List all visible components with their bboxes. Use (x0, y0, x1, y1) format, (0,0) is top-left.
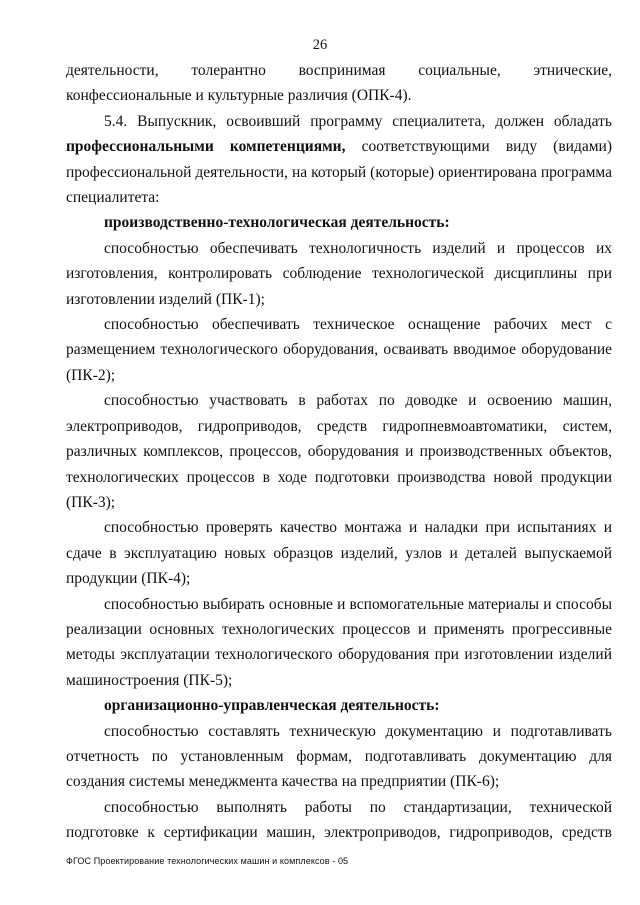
paragraph-5-4 (66, 109, 612, 211)
competency-pk4: способностью проверять качество монтажа и наладки при испытаниях и сдаче в эксплуатацию новых образцов изделий, узлов и деталей выпускаемой продукции (ПК-4); (66, 519, 612, 588)
paragraph-5-4-intro: 5.4. Выпускник, освоивший программу специалитета, должен обладать (104, 112, 612, 130)
competency-pk3: способностью участвовать в работах по доводке и освоению машин, электроприводов, гидроприводов, средств гидропневмоавтоматики, систем, различных комплексов, процессов, оборудования и производственных объектов, технологических процессов в ходе подготовки производства новой продукции (ПК-3); (66, 392, 612, 511)
section-heading-management: организационно-управленческая деятельность: (104, 697, 440, 715)
paragraph-5-4-rest: соответствующими виду (видами) профессиональной деятельности, на который (которые) ориентирована программа специалитета: (66, 138, 612, 207)
document-body (66, 58, 612, 846)
competency-pk5: способностью выбирать основные и вспомогательные материалы и способы реализации основных технологических процессов и применять прогрессивные методы эксплуатации технологического оборудования при изготовлении изделий машиностроения (ПК-5); (66, 595, 612, 689)
competency-pk1: способностью обеспечивать технологичность изделий и процессов их изготовления, контролировать соблюдение технологической дисциплины при изготовлении изделий (ПК-1); (66, 239, 612, 308)
professional-competencies-term: профессиональными компетенциями, (66, 138, 346, 156)
section-heading-production: производственно-технологическая деятельность: (104, 214, 450, 232)
competency-pk6: способностью составлять техническую документацию и подготавливать отчетность по установленным формам, подготавливать документацию для создания системы менеджмента качества на предприятии (ПК-6); (66, 722, 612, 791)
paragraph-opk4-continuation: деятельности, толерантно воспринимая социальные, этнические, конфессиональные и культурные различия (ОПК-4). (66, 62, 612, 105)
document-footer: ФГОС Проектирование технологических машин и комплексов - 05 (66, 856, 349, 866)
competency-pk2: способностью обеспечивать техническое оснащение рабочих мест с размещением технологического оборудования, осваивать вводимое оборудование (ПК-2); (66, 316, 612, 384)
page-number: 26 (312, 37, 328, 53)
competency-pk7: способностью выполнять работы по стандартизации, технической подготовке к сертификации машин, электроприводов, гидроприводов, средств (66, 798, 612, 842)
